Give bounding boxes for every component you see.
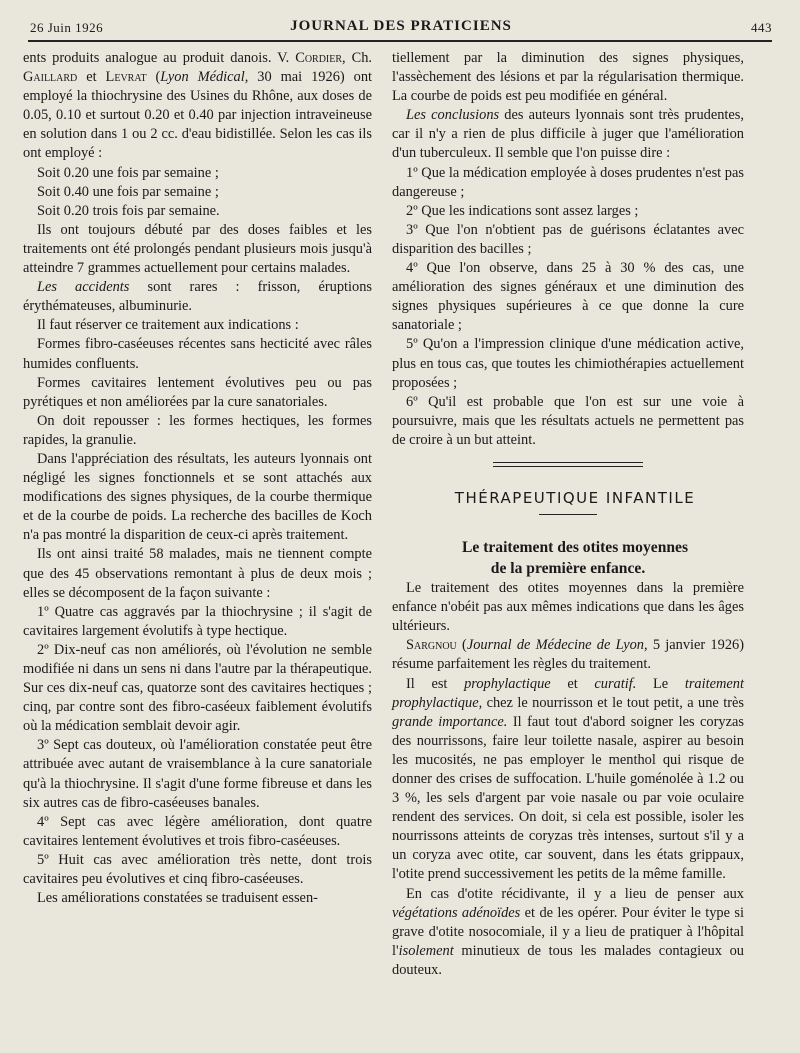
header-date: 26 Juin 1926 [30, 20, 104, 35]
author-name: Cordier [295, 50, 343, 66]
title-rule [539, 514, 597, 515]
paragraph: Il est prophylactique et curatif. Le traitement prophylactique, chez le nourrisson et le tout petit, a une très grande importance. Il faut tout d'abord soigner les coryzas des nourrissons, faire leur toilette nasale, aspirer au besoin les mucosités, ne pas employer le menthol qui risque de donner des crises de suffocation. L'huile goménolée à 1.2 ou 3 %, les sels d'argent par voie nasale ou par voie oculaire rendent des services. On doit, si cela est possible, isoler les nourrissons atteints de coryzas très intenses, surtout s'il y a un coryza avec otite, car souvent, dans les états grippaux, l'otite prend successivement les petits de la même famille. [392, 675, 744, 883]
paragraph: Sargnou (Journal de Médecine de Lyon, 5 janvier 1926) résume parfaitement les règles du traitement. [392, 637, 745, 673]
list-item: 1º Quatre cas aggravés par la thiochrysine ; il s'agit de cavitaires largement évolutifs à type hectique. [23, 603, 372, 639]
journal-reference: Lyon Médical, [160, 69, 249, 86]
paragraph: Les améliorations constatées se traduisent essen- [37, 890, 318, 907]
paragraph: Les conclusions des auteurs lyonnais sont très prudentes, car il n'y a rien de plus difficile à juger que l'amélioration d'un tuberculeux. Il semble que l'on puisse dire : [392, 107, 744, 162]
author-name: Levrat [105, 69, 147, 86]
paragraph: Ils ont toujours débuté par des doses faibles et les traitements ont été prolongés pendant plusieurs mois jusqu'à atteindre 7 grammes actuellement pour certains malades. [23, 221, 372, 277]
dose-line: Soit 0.20 trois fois par semaine. [37, 202, 220, 219]
list-item: 3º Sept cas douteux, où l'amélioration constatée peut être attribuée avec autant de vraisemblance à la cure sanatoriale qu'à la thiochrysine. Il s'agit d'une forme fibreuse et dans les six autres cas de fibro-caséeuses banales. [23, 737, 372, 811]
dose-line: Soit 0.20 une fois par semaine ; [37, 164, 219, 181]
author-name: Sargnou [406, 637, 457, 654]
page-number: 443 [751, 20, 772, 35]
list-item: 6º Qu'il est probable que l'on est sur une voie à poursuivre, mais que les résultats actuels ne permettent pas de croire à un but atteint. [392, 393, 744, 448]
section-title: THÉRAPEUTIQUE INFANTILE [454, 488, 696, 507]
paragraph: Il faut réserver ce traitement aux indications : [37, 317, 299, 334]
list-item: 5º Qu'on a l'impression clinique d'une médication active, plus en tous cas, que toutes les chimiothérapies actuellement proposées ; [392, 336, 744, 391]
journal-reference: Journal de Médecine de Lyon, [466, 637, 648, 654]
list-item: 2º Dix-neuf cas non améliorés, où l'évolution ne semble modifiée ni dans un sens ni dans l'autre par la thérapeutique. Sur ces dix-neuf cas, quatorze sont des cavitaires hectiques ; cinq, par contre sont des fibro-caséeux faiblement évolutifs où la médication semblait devoir agir. [23, 641, 372, 735]
paragraph: Les accidents sont rares : frisson, éruptions érythémateuses, albuminurie. [23, 279, 373, 315]
emphasis: Les conclusions [406, 107, 500, 124]
list-item: 4º Sept cas avec légère amélioration, dont quatre cavitaires lentement évolutives et trois fibro-caséeuses. [23, 813, 372, 849]
paragraph: Formes cavitaires lentement évolutives peu ou pas pyrétiques et non améliorées par la cure sanatoriales. [23, 374, 372, 410]
list-item: 3º Que l'on n'obtient pas de guérisons éclatantes avec disparition des bacilles ; [392, 221, 744, 257]
journal-title: JOURNAL DES PRATICIENS [290, 18, 512, 34]
section-separator [493, 462, 643, 467]
list-item: 1º Que la médication employée à doses prudentes n'est pas dangereuse ; [392, 164, 744, 200]
page-header [30, 18, 772, 40]
article-title: Le traitement des otites moyennes de la première enfance. [461, 539, 689, 578]
paragraph: Ils ont ainsi traité 58 malades, mais ne tiennent compte que des 45 observations remontant à plus de deux mois ; elles se décomposent de la façon suivante : [23, 546, 372, 601]
emphasis: Les accidents [37, 279, 130, 296]
paragraph: On doit repousser : les formes hectiques, les formes rapides, la granulie. [23, 412, 372, 448]
paragraph: Formes fibro-caséeuses récentes sans hecticité avec râles humides confluents. [23, 336, 372, 372]
list-item: 4º Que l'on observe, dans 25 à 30 % des cas, une amélioration des signes généraux et une diminution des signes physiques supérieures à ce que donne la cure sanatoriale ; [392, 260, 744, 334]
paragraph: Le traitement des otites moyennes dans la première enfance n'obéit pas aux mêmes indications que dans les âges ultérieurs. [392, 580, 744, 635]
paragraph: En cas d'otite récidivante, il y a lieu de penser aux végétations adénoïdes et de les opérer. Pour éviter le type si grave d'otite nosocomiale, il y a lieu de pratiquer à l'hôpital l'isolement minutieux de tous les malades contagieux ou douteux. [392, 885, 744, 978]
right-column [392, 49, 744, 980]
paragraph: ents produits analogue au produit danois. V. Cordier, Ch. Gaillard et Levrat (Lyon Médical, 30 mai 1926) ont employé la thiochrysine des Usines du Rhône, aux doses de 0.05, 0.10 et surtout 0.20 et 0.40 par injection intraveineuse en solution dans 1 ou 2 cc. d'eau bidistillée. Selon les cas ils ont employé : [23, 50, 373, 162]
left-column [23, 49, 372, 908]
author-name: Gaillard [23, 69, 78, 86]
paragraph: Dans l'appréciation des résultats, les auteurs lyonnais ont négligé les signes fonctionnels et se sont attachés aux modifications des signes physiques, de la courbe thermique et de la courbe de poids. La recherche des bacilles de Koch n'a pas montré la disparition de ceux-ci après traitement. [23, 450, 372, 544]
list-item: 5º Huit cas avec amélioration très nette, dont trois cavitaires peu évolutives et cinq fibro-caséeuses. [23, 851, 372, 888]
dose-line: Soit 0.40 une fois par semaine ; [37, 183, 219, 200]
paragraph: tiellement par la diminution des signes physiques, l'assèchement des lésions et par la régularisation thermique. La courbe de poids est peu modifiée en général. [392, 50, 744, 105]
list-item: 2º Que les indications sont assez larges ; [406, 202, 639, 219]
header-rule [28, 40, 772, 42]
